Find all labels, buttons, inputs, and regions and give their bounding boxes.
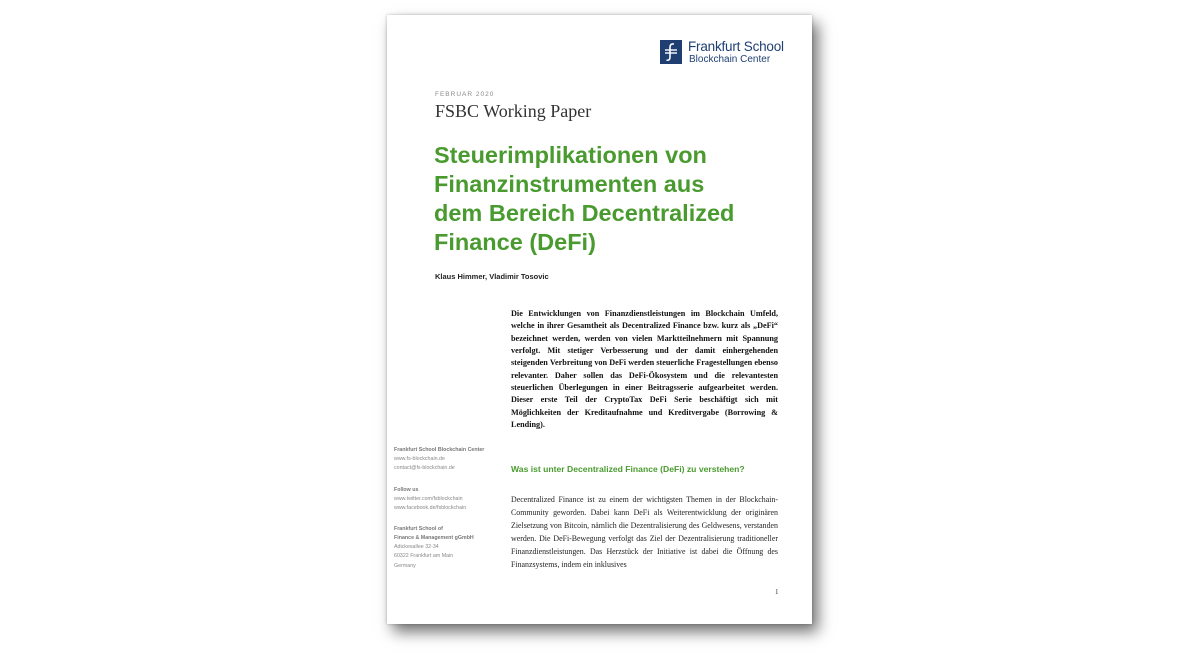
sidebar-heading: Frankfurt School Blockchain Center <box>394 447 485 453</box>
address-line: Adickesallee 32-34 <box>394 544 439 551</box>
logo-mark-icon <box>660 40 682 64</box>
series-title: FSBC Working Paper <box>435 101 592 121</box>
abstract: Die Entwicklungen von Finanzdienstleistungen im Blockchain Umfeld, welche in ihrer Gesamtheit als Decentralized Finance bzw. kurz als „DeFi“ bezeichnet werden, werden von vielen Marktteilnehmern mit Spannung verfolgt. Mit stetiger Verbesserung und der damit einhergehenden steigenden Verbreitung von DeFi werden steuerliche Fragestellungen ebenso relevanter. Daher sollen das DeFi-Ökosystem und die relevantesten steuerlichen Überlegungen in einer Beitragsserie aufgearbeitet werden. Dieser erste Teil der CryptoTax DeFi Serie beschäftigt sich mit Möglichkeiten der Kreditaufnahme und Kreditvergabe (Borrowing & Lending). <box>511 309 778 430</box>
address-line: Germany <box>394 562 416 569</box>
authors: Klaus Himmer, Vladimir Tosovic <box>435 272 549 281</box>
title-line: Finanzinstrumenten aus <box>434 171 705 197</box>
sidebar-center-block <box>394 446 504 474</box>
title-line: Finance (DeFi) <box>434 229 596 255</box>
publication-date: FEBRUAR 2020 <box>435 91 495 98</box>
page-number: 1 <box>775 588 779 596</box>
body-paragraph: Decentralized Finance ist zu einem der wichtigsten Themen in der Blockchain-Community geworden. Dabei kann DeFi als Weiterentwicklung der originären Zielsetzung von Bitcoin, nämlich die Dezentralisierung des Geldwesens, verstanden werden. Die DeFi-Bewegung verfolgt das Ziel der Dezentralisierung traditioneller Finanzdienstleistungen. Das Herzstück der Initiative ist dabei die Öffnung des Finanzsystems, indem ein inklusives <box>511 495 778 570</box>
document-page <box>387 15 812 624</box>
sidebar-heading: Frankfurt School of <box>394 526 443 533</box>
sidebar-address-block <box>394 525 504 571</box>
logo-text-line1: Frankfurt School <box>688 39 784 54</box>
sidebar-heading: Follow us <box>394 486 419 493</box>
contact-email-link[interactable]: contact@fs-blockchain.de <box>394 465 455 472</box>
sidebar-follow-block <box>394 486 504 514</box>
facebook-link[interactable]: www.facebook.de/fsblockchain <box>394 504 467 511</box>
contact-sidebar <box>394 446 504 583</box>
sidebar-heading: Finance & Management gGmbH <box>394 535 474 542</box>
section-heading: Was ist unter Decentralized Finance (DeFi) zu verstehen? <box>511 464 745 474</box>
frankfurt-school-logo <box>660 39 784 66</box>
title-line: Steuerimplikationen von <box>434 142 707 168</box>
logo-text-line2: Blockchain Center <box>689 54 771 65</box>
paper-title <box>434 141 794 257</box>
title-line: dem Bereich Decentralized <box>434 200 735 226</box>
address-line: 60322 Frankfurt am Main <box>394 553 454 560</box>
website-link[interactable]: www.fs-blockchain.de <box>394 456 445 462</box>
twitter-link[interactable]: www.twitter.com/fsblockchain <box>394 495 463 502</box>
